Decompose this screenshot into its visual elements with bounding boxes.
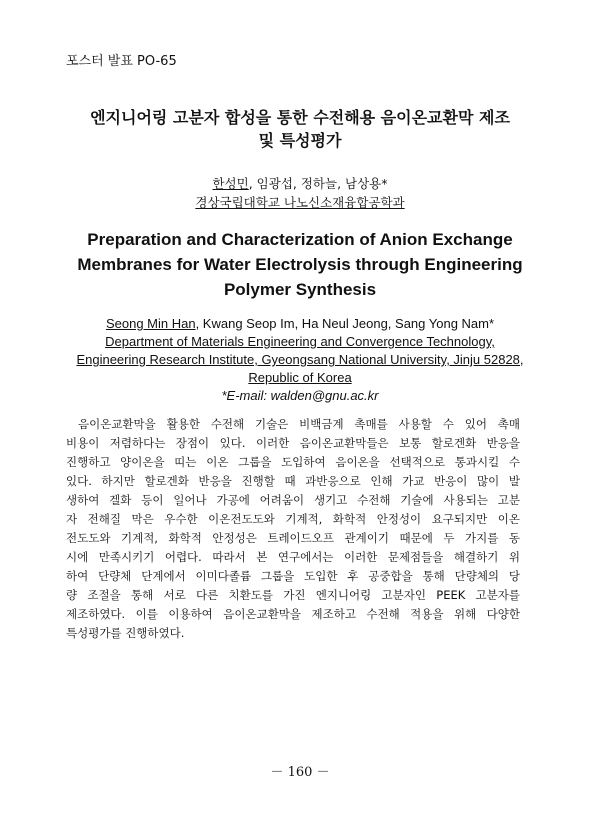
abstract-line: 음이온교환막을 활용한 수전해 기술은 비백금계 촉매를 사용할 수 있어 촉매 [78,417,520,431]
korean-authors [0,174,600,192]
header-label: 포스터 발표 PO-65 [66,54,177,69]
abstract-line: 특성평가를 진행하였다. [66,626,185,640]
english-title-line: Polymer Synthesis [223,280,377,299]
abstract-line: 생하여 겔화 등이 일어나 가공에 어려움이 생기고 수전해 기술에 사용되는 고분 [66,493,520,507]
abstract-line: 있다. 하지만 할로겐화 반응을 진행할 때 과반응으로 인해 가교 반응이 많이 발 [66,474,520,488]
abstract-line: 제조하였다. 이를 이용하여 음이온교환막을 제조하고 수전해 적용을 위해 다양한 [66,607,520,621]
abstract-line: 하여 단량체 단계에서 이미다졸륨 그룹을 도입한 후 공중합을 통해 단량체의 당 [66,569,520,583]
email-line: *E-mail: walden@gnu.ac.kr [221,388,379,403]
english-title-line: Membranes for Water Electrolysis through Engineering [77,255,523,274]
english-authors [40,315,560,333]
abstract-body [66,415,520,643]
korean-presenting-author: 한성민 [212,176,249,191]
english-title [40,227,560,302]
abstract-line: 량 조절을 통해 서로 다른 치환도를 가진 엔지니어링 고분자인 PEEK 고분자를 [66,588,520,602]
korean-title-line: 엔지니어링 고분자 합성을 통한 수전해용 음이온교환막 제조 [90,108,510,127]
english-coauthors: , Kwang Seop Im, Ha Neul Jeong, Sang Yong Nam* [195,316,495,331]
english-author-block [40,315,560,405]
page-number: － 160 － [270,765,330,780]
abstract-line: 시에 만족시키기 어렵다. 따라서 본 연구에서는 이러한 문제점들을 해결하기 위 [66,550,520,564]
english-presenting-author: Seong Min Han [105,316,196,331]
abstract-line: 진행하고 양이온을 띠는 이온 그룹을 도입하여 음이온을 선택적으로 통과시킬 수 [66,455,520,469]
abstract-line: 비용이 저렴하다는 장점이 있다. 이러한 음이온교환막들은 보통 할로겐화 반응을 [66,436,520,450]
english-affiliation-line: Department of Materials Engineering and Convergence Technology, [105,334,495,349]
abstract-line: 전도도와 기계적, 화학적 안정성은 트레이드오프 관계이기 때문에 두 가지를 동 [66,531,520,545]
english-affiliation-line: Engineering Research Institute, Gyeongsang National University, Jinju 52828, [76,352,524,367]
english-affiliation-line: Republic of Korea [248,370,352,385]
korean-title [40,106,560,152]
korean-affiliation: 경상국립대학교 나노신소재융합공학과 [195,195,405,210]
english-title-line: Preparation and Characterization of Anion Exchange [87,230,513,249]
abstract-line: 자 전해질 막은 우수한 이온전도도와 기계적, 화학적 안정성이 요구되지만 이온 [66,512,520,526]
korean-coauthors: , 임광섭, 정하늘, 남상용* [248,176,388,191]
korean-title-line: 및 특성평가 [258,131,342,150]
